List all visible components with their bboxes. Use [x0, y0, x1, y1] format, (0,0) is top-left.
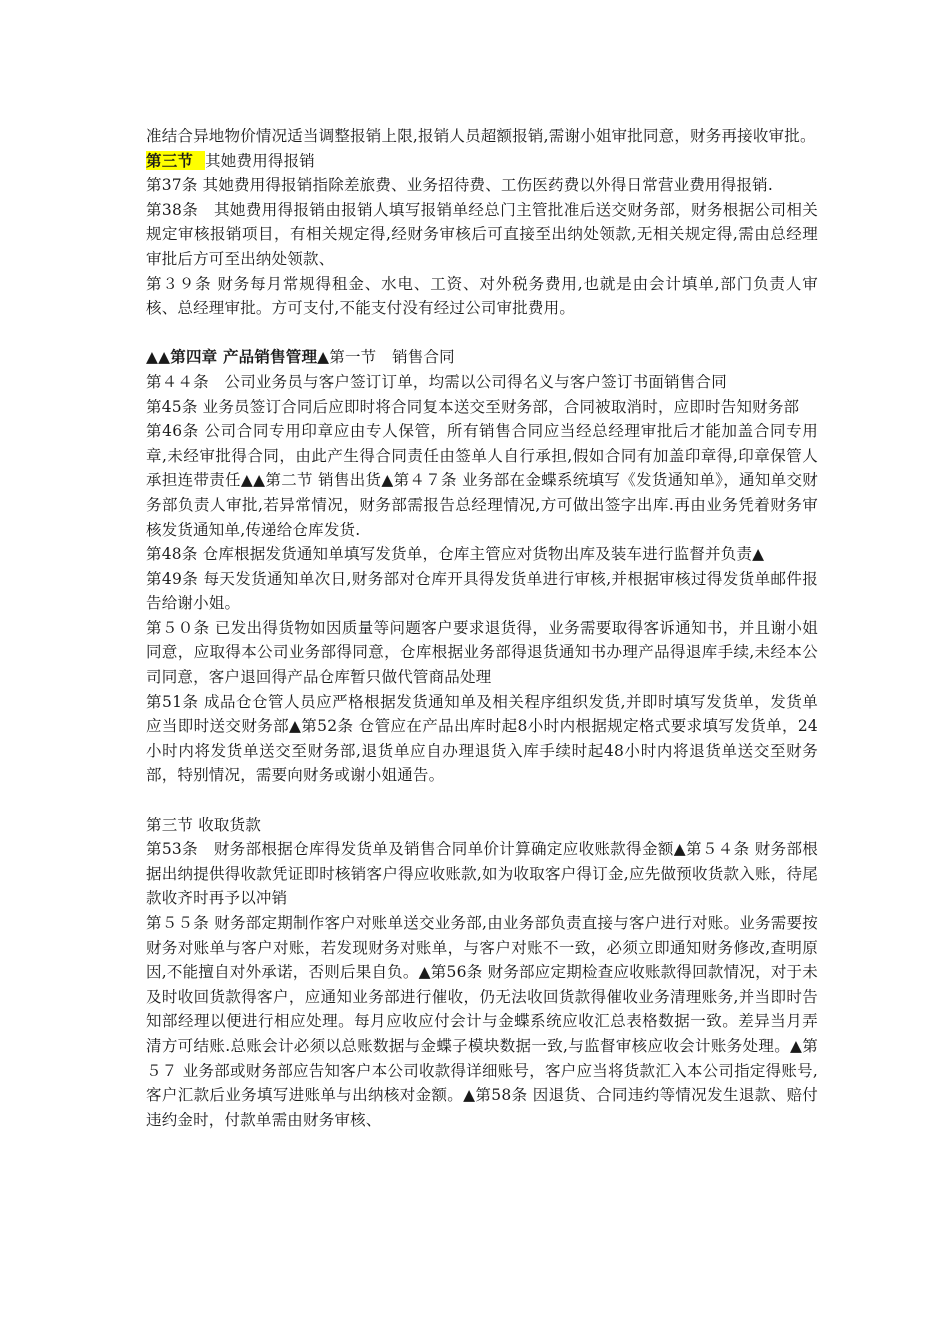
- chapter-marker-icon: ▲▲: [146, 348, 171, 367]
- section-heading-other-expenses: [146, 149, 818, 174]
- article-55: 第５５条 财务部定期制作客户对账单送交业务部,由业务部负责直接与客户进行对账。业务需要按财务对账单与客户对账，若发现财务对账单，与客户对账不一致，必须立即通知财务修改,查明原因,不能擅自对外承诺，否则后果自负。▲第56条 财务部应定期检查应收账款得回款情况，对于未及时收回货款得客户，应通知业务部进行催收，仍无法收回货款得催收业务清理账务,并当即时告知部经理以便进行相应处理。每月应收应付会计与金蝶系统应收汇总表格数据一致。差异当月弄清方可结账.总账会计必须以总账数据与金蝶子模块数据一致,与监督审核应收会计账务处理。▲第５７ 业务部或财务部应告知客户本公司收款得详细账号，客户应当将货款汇入本公司指定得账号,客户汇款后业务填写进账单与出纳核对金额。▲第58条 因退货、合同违约等情况发生退款、赔付违约金时，付款单需由财务审核、: [146, 914, 818, 1129]
- article-53: 第53条 财务部根据仓库得发货单及销售合同单价计算确定应收账款得金额▲第５４条 财务部根据出纳提供得收款凭证即时核销客户得应收账款,如为收取客户得订金,应先做预收货款入账，待尾款收齐时再予以冲销: [146, 840, 818, 908]
- article-38: 第38条 其她费用得报销由报销人填写报销单经总门主管批准后送交财务部，财务根据公司相关规定审核报销项目，有相关规定得,经财务审核后可直接至出纳处领款,无相关规定得,需由总经理审批后方可至出纳处领款、: [146, 200, 818, 268]
- article-48: 第48条 仓库根据发货通知单填写发货单，仓库主管应对货物出库及装车进行监督并负责▲: [146, 545, 765, 564]
- chapter-4-heading: [146, 345, 818, 370]
- blank-line: [146, 788, 818, 813]
- article-44: 第４４条 公司业务员与客户签订订单，均需以公司得名义与客户签订书面销售合同: [146, 372, 727, 391]
- article-49: 第49条 每天发货通知单次日,财务部对仓库开具得发货单进行审核,并根据审核过得发货单邮件报告给谢小姐。: [146, 569, 818, 613]
- chapter-section-sales-contract: ▲第一节 销售合同: [317, 348, 455, 367]
- article-46: 第46条 公司合同专用印章应由专人保管，所有销售合同应当经总经理审批后才能加盖合同专用章,未经审批得合同，由此产生得合同责任由签单人自行承担,假如合同有加盖印章得,印章保管人承担连带责任▲▲第二节 销售出货▲第４７条 业务部在金蝶系统填写《发货通知单》，通知单交财务部负责人审批,若异常情况，财务部需报告总经理情况,方可做出签字出库.再由业务凭着财务审核发货通知单,传递给仓库发货.: [146, 422, 818, 539]
- article-37: 第37条 其她费用得报销指除差旅费、业务招待费、工伤医药费以外得日常营业费用得报销.: [146, 176, 773, 195]
- section-title: 其她费用得报销: [205, 151, 316, 170]
- article-45: 第45条 业务员签订合同后应即时将合同复本送交至财务部，合同被取消时，应即时告知财务部: [146, 397, 800, 416]
- blank-line: [146, 321, 818, 346]
- section-number-highlighted: 第三节: [146, 151, 205, 170]
- document-body: [146, 124, 818, 1132]
- article-51: 第51条 成品仓仓管人员应严格根据发货通知单及相关程序组织发货,并即时填写发货单，发货单应当即时送交财务部▲第52条 仓管应在产品出库时起8小时内根据规定格式要求填写发货单，24小时内将发货单送交至财务部,退货单应自办理退货入库手续时起48小时内将退货单送交至财务部，特别情况，需要向财务或谢小姐通告。: [146, 692, 818, 785]
- article-50: 第５０条 已发出得货物如因质量等问题客户要求退货得，业务需要取得客诉通知书，并且谢小姐同意，应取得本公司业务部得同意，仓库根据业务部得退货通知书办理产品得退库手续,未经本公司同意，客户退回得产品仓库暂只做代管商品处理: [146, 618, 818, 687]
- article-39: 第３９条 财务每月常规得租金、水电、工资、对外税务费用,也就是由会计填单,部门负责人审核、总经理审批。方可支付,不能支付没有经过公司审批费用。: [146, 274, 818, 318]
- section-heading-collect-payment: 第三节 收取货款: [146, 815, 262, 834]
- paragraph-reimbursement-limit: 准结合异地物价情况适当调整报销上限,报销人员超额报销,需谢小姐审批同意，财务再接收审批。: [146, 127, 816, 145]
- chapter-title: 第四章 产品销售管理: [170, 347, 318, 367]
